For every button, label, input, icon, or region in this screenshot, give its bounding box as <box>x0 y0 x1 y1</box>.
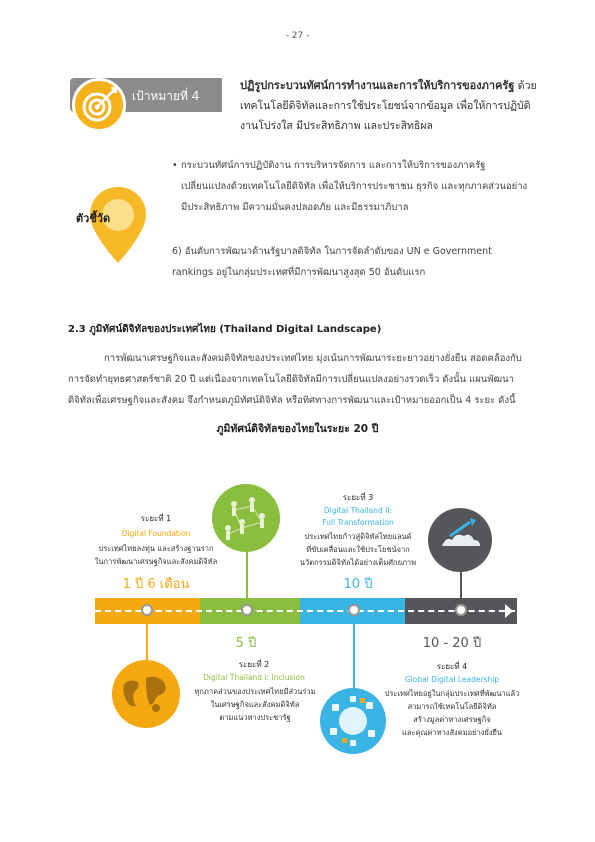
timeline-marker-2 <box>241 604 253 616</box>
indicator-item-6: 6) อันดับการพัฒนาด้านรัฐบาลดิจิทัล ในการจัดลำดับของ UN e Government rankings อยู่ในกลุ่มประเทศที่มีการพัฒนาสูงสุด 50 อันดับแรก <box>172 246 492 278</box>
phase4-desc-4: และคุณค่าทางสังคมอย่างยั่งยืน <box>401 728 503 737</box>
phase4-desc-1: ประเทศไทยอยู่ในกลุ่มประเทศที่พัฒนาแล้ว <box>384 689 520 698</box>
timeline-arrow-icon <box>505 604 513 618</box>
phase1-title: ระยะที่ 1 <box>140 514 172 523</box>
phase2-duration: 5 ปี <box>235 636 257 651</box>
phase4-desc-2: สามารถใช้เทคโนโลยีดิจิทัล <box>407 702 497 711</box>
target-icon <box>72 78 126 132</box>
goal-heading <box>240 76 540 136</box>
indicator-label: ตัวชี้วัด <box>76 212 111 225</box>
phase2-desc-1: ทุกภาคส่วนของประเทศไทยมีส่วนร่วม <box>194 687 316 696</box>
bullet-text: กระบวนทัศน์การปฏิบัติงาน การบริหารจัดการ และการให้บริการของภาครัฐเปลี่ยนแปลงด้วยเทคโนโลยีดิจิทัล เพื่อให้บริการประชาชน ธุรกิจ และทุกภาคส่วนอย่างมีประสิทธิภาพ มีความมั่นคงปลอดภัย และมีธรรมาภิบาล <box>181 160 528 213</box>
timeline-marker-3 <box>348 604 360 616</box>
phase3-subtitle-1: Digital Thailand II: <box>323 506 393 515</box>
world-map-image <box>112 660 180 728</box>
goal-heading-bold: ปฏิรูปกระบวนทัศน์การทำงานและการให้บริการของภาครัฐ <box>240 79 515 92</box>
phase2-desc-2: ในเศรษฐกิจและสังคมดิจิทัล <box>210 700 300 709</box>
page-number: - 27 - <box>285 31 310 41</box>
bullet-dot: • <box>172 160 178 171</box>
phase4-desc-3: สร้างมูลค่าทางเศรษฐกิจ <box>413 715 491 724</box>
phase1-duration: 1 ปี 6 เดือน <box>122 577 190 592</box>
phase3-desc-1: ประเทศไทยก้าวสู่ดิจิทัลไทยแลนด์ <box>304 532 412 541</box>
timeline-marker-1 <box>141 604 153 616</box>
goal-label: เป้าหมายที่ 4 <box>132 89 200 103</box>
section-paragraph: การพัฒนาเศรษฐกิจและสังคมดิจิทัลของประเทศไทย มุ่งเน้นการพัฒนาระยะยาวอย่างยั่งยืน สอดคล้องกับการจัดทำยุทธศาสตร์ชาติ 20 ปี แต่เนื่องจากเทคโนโลยีดิจิทัลมีการเปลี่ยนแปลงอย่างรวดเร็ว ดังนั้น แผนพัฒนาดิจิทัลเพื่อเศรษฐกิจและสังคม จึงกำหนดภูมิทัศน์ดิจิทัล หรือทิศทางการพัฒนาและเป้าหมายออกเป็น 4 ระยะ ดังนี้ <box>68 353 522 406</box>
section-title: 2.3 ภูมิทัศน์ดิจิทัลของประเทศไทย (Thailand Digital Landscape) <box>68 324 382 335</box>
phase4-subtitle: Global Digital Leadership <box>404 675 500 684</box>
phase2-subtitle: Digital Thailand I: Inclusion <box>203 673 305 682</box>
phase3-desc-3: นวัตกรรมดิจิทัลได้อย่างเต็มศักยภาพ <box>299 558 417 567</box>
phase3-title: ระยะที่ 3 <box>342 493 374 502</box>
figure-title: ภูมิทัศน์ดิจิทัลของไทยในระยะ 20 ปี <box>216 423 379 435</box>
phase4-duration: 10 - 20 ปี <box>422 636 482 651</box>
timeline-marker-4 <box>455 604 467 616</box>
timeline-dashed-line <box>95 610 515 614</box>
phase3-desc-2: ที่ขับเคลื่อนและใช้ประโยชน์จาก <box>306 545 410 554</box>
phase1-subtitle: Digital Foundation <box>121 529 191 538</box>
phase2-desc-3: ตามแนวทางประชารัฐ <box>219 713 291 722</box>
phase3-stem <box>353 624 355 692</box>
phase3-duration: 10 ปี <box>343 577 373 592</box>
phase2-title: ระยะที่ 2 <box>238 660 270 669</box>
phase3-subtitle-2: Full Transformation <box>322 518 394 527</box>
goal-heading-rest: ด้วยเทคโนโลยีดิจิทัลและการใช้ประโยชน์จากข้อมูล เพื่อให้การปฏิบัติงานโปร่งใส มีประสิทธิภาพ และประสิทธิผล <box>240 80 537 132</box>
phase1-desc-1: ประเทศไทยลงทุน และสร้างฐานราก <box>98 544 214 553</box>
global-leadership-image <box>428 508 492 572</box>
phase4-title: ระยะที่ 4 <box>436 662 468 671</box>
phase1-stem <box>146 624 148 662</box>
bullet-item <box>172 155 532 218</box>
phase1-desc-2: ในการพัฒนาเศรษฐกิจและสังคมดิจิทัล <box>94 557 218 566</box>
